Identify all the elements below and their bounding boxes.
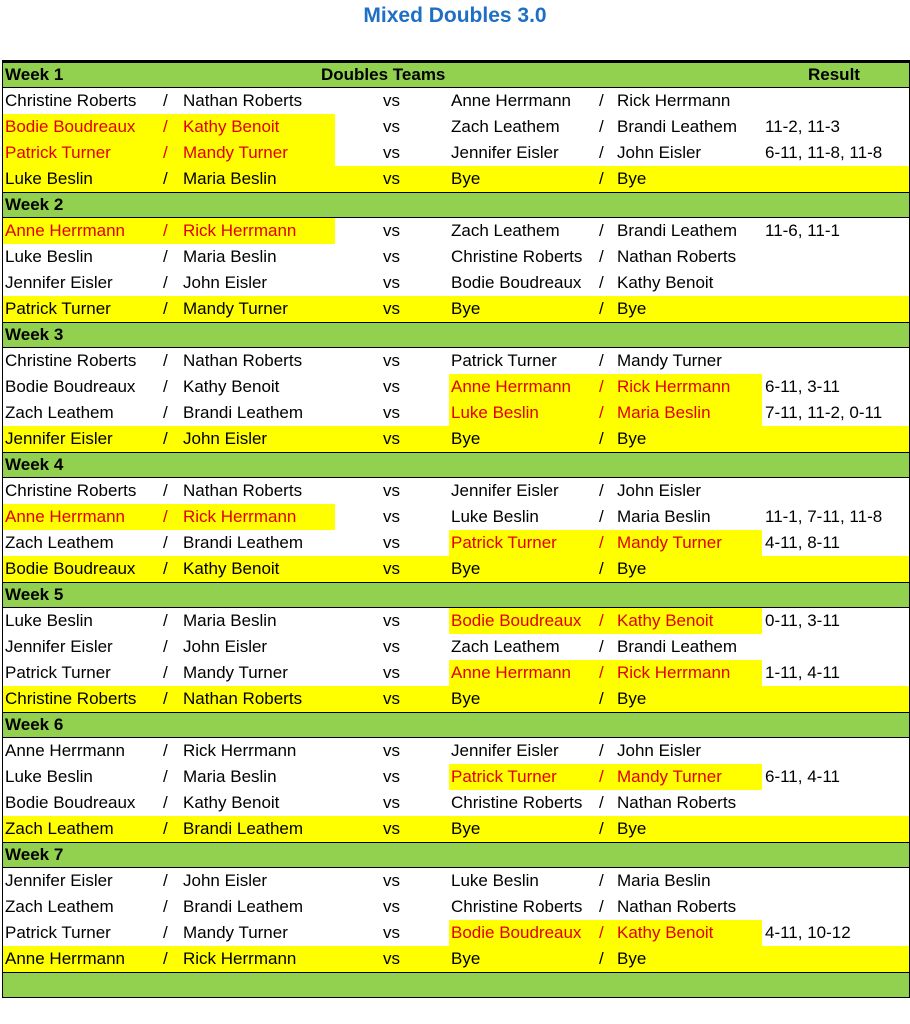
match-row [3, 374, 909, 400]
team-separator: / [163, 507, 168, 526]
vs-label: vs [383, 767, 400, 786]
team-separator: / [599, 299, 604, 318]
match-row [3, 816, 909, 842]
player-2: John Eisler [183, 871, 268, 890]
team-separator: / [163, 767, 168, 786]
player-4: Kathy Benoit [617, 273, 714, 292]
team-separator: / [163, 689, 168, 708]
player-4: Bye [617, 169, 647, 188]
week-label: Week 7 [5, 845, 64, 864]
team-separator: / [163, 637, 168, 656]
vs-label: vs [383, 403, 400, 422]
team-separator: / [599, 559, 604, 578]
player-4: Brandi Leathem [617, 637, 738, 656]
player-4: Maria Beslin [617, 507, 711, 526]
player-1: Christine Roberts [5, 481, 137, 500]
team-separator: / [163, 429, 168, 448]
vs-label: vs [383, 507, 400, 526]
match-row [3, 348, 909, 374]
schedule-table [2, 60, 910, 998]
week-header [3, 322, 909, 348]
player-1: Anne Herrmann [5, 741, 126, 760]
player-1: Anne Herrmann [5, 949, 126, 968]
player-2: John Eisler [183, 429, 268, 448]
match-result: 4-11, 8-11 [765, 533, 840, 552]
vs-label: vs [383, 897, 400, 916]
team-separator: / [163, 923, 168, 942]
player-4: Maria Beslin [617, 403, 711, 422]
match-row [3, 218, 909, 244]
player-1: Jennifer Eisler [5, 273, 113, 292]
match-row [3, 868, 909, 894]
player-4: Bye [617, 949, 647, 968]
player-4: Bye [617, 429, 647, 448]
player-3: Jennifer Eisler [451, 143, 559, 162]
match-row [3, 504, 909, 530]
week-label: Week 3 [5, 325, 64, 344]
player-2: Mandy Turner [183, 923, 288, 942]
week-header [3, 192, 909, 218]
player-3: Anne Herrmann [451, 377, 572, 396]
match-row [3, 478, 909, 504]
player-3: Jennifer Eisler [451, 741, 559, 760]
player-2: Mandy Turner [183, 299, 288, 318]
match-row [3, 894, 909, 920]
player-4: Rick Herrmann [617, 663, 731, 682]
player-4: Bye [617, 559, 647, 578]
player-3: Anne Herrmann [451, 91, 572, 110]
player-1: Patrick Turner [5, 663, 111, 682]
player-1: Bodie Boudreaux [5, 793, 136, 812]
player-1: Zach Leathem [5, 403, 114, 422]
vs-label: vs [383, 559, 400, 578]
player-1: Bodie Boudreaux [5, 559, 136, 578]
vs-label: vs [383, 923, 400, 942]
team-separator: / [599, 533, 604, 552]
team-separator: / [163, 117, 168, 136]
team-separator: / [599, 169, 604, 188]
match-row [3, 608, 909, 634]
vs-label: vs [383, 637, 400, 656]
week-label: Week 2 [5, 195, 64, 214]
team-separator: / [599, 949, 604, 968]
vs-label: vs [383, 741, 400, 760]
team-separator: / [599, 273, 604, 292]
player-3: Zach Leathem [451, 637, 560, 656]
match-row [3, 764, 909, 790]
player-2: Maria Beslin [183, 767, 277, 786]
team-separator: / [599, 689, 604, 708]
player-2: Maria Beslin [183, 169, 277, 188]
week-label: Week 6 [5, 715, 64, 734]
player-3: Luke Beslin [451, 871, 539, 890]
page-title: Mixed Doubles 3.0 [363, 4, 547, 27]
player-1: Anne Herrmann [5, 221, 126, 240]
team-separator: / [163, 221, 168, 240]
match-row [3, 88, 909, 114]
match-row [3, 166, 909, 192]
match-result: 11-1, 7-11, 11-8 [765, 507, 883, 526]
player-2: Kathy Benoit [183, 559, 280, 578]
player-3: Bye [451, 429, 481, 448]
player-2: Mandy Turner [183, 663, 288, 682]
team-separator: / [163, 299, 168, 318]
player-3: Bodie Boudreaux [451, 611, 582, 630]
team-separator: / [163, 897, 168, 916]
match-row [3, 790, 909, 816]
team-separator: / [599, 507, 604, 526]
vs-label: vs [383, 793, 400, 812]
vs-label: vs [383, 429, 400, 448]
team-separator: / [163, 377, 168, 396]
player-4: Bye [617, 689, 647, 708]
team-separator: / [599, 871, 604, 890]
team-separator: / [163, 169, 168, 188]
team-separator: / [163, 611, 168, 630]
player-4: Brandi Leathem [617, 117, 738, 136]
player-3: Bye [451, 949, 481, 968]
vs-label: vs [383, 351, 400, 370]
player-3: Bye [451, 169, 481, 188]
player-4: Bye [617, 819, 647, 838]
player-1: Christine Roberts [5, 91, 137, 110]
player-2: John Eisler [183, 273, 268, 292]
player-2: Brandi Leathem [183, 533, 304, 552]
player-1: Jennifer Eisler [5, 429, 113, 448]
player-2: Kathy Benoit [183, 377, 280, 396]
player-4: Bye [617, 299, 647, 318]
team-separator: / [163, 559, 168, 578]
team-separator: / [163, 247, 168, 266]
player-1: Patrick Turner [5, 923, 111, 942]
team-separator: / [599, 637, 604, 656]
player-1: Jennifer Eisler [5, 637, 113, 656]
vs-label: vs [383, 533, 400, 552]
week-label: Week 5 [5, 585, 64, 604]
player-1: Anne Herrmann [5, 507, 126, 526]
team-separator: / [163, 949, 168, 968]
match-result: 6-11, 11-8, 11-8 [765, 143, 883, 162]
player-1: Bodie Boudreaux [5, 377, 136, 396]
player-3: Bye [451, 819, 481, 838]
team-separator: / [163, 403, 168, 422]
player-3: Bye [451, 559, 481, 578]
player-4: Nathan Roberts [617, 247, 737, 266]
vs-label: vs [383, 871, 400, 890]
player-2: Kathy Benoit [183, 117, 280, 136]
player-2: Nathan Roberts [183, 689, 303, 708]
vs-label: vs [383, 117, 400, 136]
player-2: Nathan Roberts [183, 481, 303, 500]
player-4: Nathan Roberts [617, 897, 737, 916]
team-separator: / [163, 351, 168, 370]
player-3: Christine Roberts [451, 247, 583, 266]
player-4: Nathan Roberts [617, 793, 737, 812]
player-4: Mandy Turner [617, 533, 722, 552]
player-3: Luke Beslin [451, 403, 539, 422]
match-row [3, 634, 909, 660]
match-row [3, 686, 909, 712]
player-1: Christine Roberts [5, 351, 137, 370]
player-2: Rick Herrmann [183, 221, 297, 240]
match-row [3, 946, 909, 972]
player-2: John Eisler [183, 637, 268, 656]
player-3: Christine Roberts [451, 897, 583, 916]
match-row [3, 556, 909, 582]
player-3: Anne Herrmann [451, 663, 572, 682]
vs-label: vs [383, 689, 400, 708]
team-separator: / [599, 897, 604, 916]
player-1: Zach Leathem [5, 819, 114, 838]
team-separator: / [163, 741, 168, 760]
team-separator: / [599, 221, 604, 240]
match-result: 0-11, 3-11 [765, 611, 840, 630]
vs-label: vs [383, 247, 400, 266]
player-2: Rick Herrmann [183, 741, 297, 760]
team-separator: / [599, 819, 604, 838]
match-row [3, 920, 909, 946]
team-separator: / [163, 663, 168, 682]
player-4: Mandy Turner [617, 351, 722, 370]
player-1: Luke Beslin [5, 169, 93, 188]
week-label: Week 4 [5, 455, 64, 474]
vs-label: vs [383, 377, 400, 396]
player-3: Zach Leathem [451, 221, 560, 240]
player-1: Zach Leathem [5, 897, 114, 916]
player-2: Kathy Benoit [183, 793, 280, 812]
team-separator: / [599, 429, 604, 448]
player-1: Patrick Turner [5, 143, 111, 162]
player-1: Luke Beslin [5, 611, 93, 630]
player-1: Christine Roberts [5, 689, 137, 708]
player-3: Bye [451, 299, 481, 318]
player-2: Rick Herrmann [183, 949, 297, 968]
player-4: Brandi Leathem [617, 221, 738, 240]
result-header: Result [808, 65, 860, 84]
team-separator: / [599, 117, 604, 136]
vs-label: vs [383, 143, 400, 162]
player-3: Bye [451, 689, 481, 708]
team-separator: / [599, 351, 604, 370]
player-1: Jennifer Eisler [5, 871, 113, 890]
match-row [3, 660, 909, 686]
team-separator: / [599, 611, 604, 630]
match-row [3, 270, 909, 296]
match-result: 6-11, 4-11 [765, 767, 840, 786]
player-2: Brandi Leathem [183, 897, 304, 916]
team-separator: / [163, 143, 168, 162]
team-separator: / [599, 741, 604, 760]
match-row [3, 426, 909, 452]
player-3: Patrick Turner [451, 351, 557, 370]
match-row [3, 140, 909, 166]
vs-label: vs [383, 481, 400, 500]
player-2: Nathan Roberts [183, 351, 303, 370]
week-header [3, 582, 909, 608]
week-label: Week 1 [5, 65, 64, 84]
match-result: 4-11, 10-12 [765, 923, 851, 942]
player-4: John Eisler [617, 143, 702, 162]
team-separator: / [163, 533, 168, 552]
team-separator: / [163, 91, 168, 110]
week-header [3, 712, 909, 738]
match-result: 7-11, 11-2, 0-11 [765, 403, 883, 422]
week-header [3, 452, 909, 478]
player-1: Luke Beslin [5, 247, 93, 266]
player-4: Kathy Benoit [617, 611, 714, 630]
match-row [3, 400, 909, 426]
match-row [3, 738, 909, 764]
player-4: Kathy Benoit [617, 923, 714, 942]
team-separator: / [599, 923, 604, 942]
player-4: Rick Herrmann [617, 91, 731, 110]
player-2: Brandi Leathem [183, 403, 304, 422]
team-separator: / [163, 481, 168, 500]
player-3: Patrick Turner [451, 533, 557, 552]
player-2: Brandi Leathem [183, 819, 304, 838]
player-3: Zach Leathem [451, 117, 560, 136]
match-result: 6-11, 3-11 [765, 377, 840, 396]
player-3: Jennifer Eisler [451, 481, 559, 500]
team-separator: / [163, 273, 168, 292]
player-4: Maria Beslin [617, 871, 711, 890]
player-4: Mandy Turner [617, 767, 722, 786]
match-row [3, 530, 909, 556]
team-separator: / [599, 663, 604, 682]
team-separator: / [599, 91, 604, 110]
vs-label: vs [383, 169, 400, 188]
player-3: Luke Beslin [451, 507, 539, 526]
table-footer-band [3, 972, 909, 997]
vs-label: vs [383, 611, 400, 630]
player-1: Bodie Boudreaux [5, 117, 136, 136]
player-3: Bodie Boudreaux [451, 273, 582, 292]
team-separator: / [599, 793, 604, 812]
team-separator: / [163, 793, 168, 812]
vs-label: vs [383, 949, 400, 968]
player-4: John Eisler [617, 741, 702, 760]
player-3: Patrick Turner [451, 767, 557, 786]
vs-label: vs [383, 221, 400, 240]
player-2: Rick Herrmann [183, 507, 297, 526]
player-2: Mandy Turner [183, 143, 288, 162]
doubles-teams-header: Doubles Teams [321, 65, 446, 84]
week-header [3, 62, 909, 88]
player-2: Maria Beslin [183, 611, 277, 630]
player-2: Maria Beslin [183, 247, 277, 266]
team-separator: / [163, 871, 168, 890]
match-result: 1-11, 4-11 [765, 663, 840, 682]
player-4: Rick Herrmann [617, 377, 731, 396]
match-result: 11-6, 11-1 [765, 221, 840, 240]
match-row [3, 244, 909, 270]
player-1: Zach Leathem [5, 533, 114, 552]
vs-label: vs [383, 663, 400, 682]
match-result: 11-2, 11-3 [765, 117, 840, 136]
team-separator: / [599, 247, 604, 266]
vs-label: vs [383, 273, 400, 292]
team-separator: / [599, 481, 604, 500]
team-separator: / [599, 403, 604, 422]
match-row [3, 296, 909, 322]
team-separator: / [599, 143, 604, 162]
player-3: Christine Roberts [451, 793, 583, 812]
player-2: Nathan Roberts [183, 91, 303, 110]
player-3: Bodie Boudreaux [451, 923, 582, 942]
player-1: Patrick Turner [5, 299, 111, 318]
player-4: John Eisler [617, 481, 702, 500]
player-1: Luke Beslin [5, 767, 93, 786]
vs-label: vs [383, 299, 400, 318]
match-row [3, 114, 909, 140]
vs-label: vs [383, 819, 400, 838]
vs-label: vs [383, 91, 400, 110]
team-separator: / [599, 377, 604, 396]
team-separator: / [599, 767, 604, 786]
week-header [3, 842, 909, 868]
team-separator: / [163, 819, 168, 838]
